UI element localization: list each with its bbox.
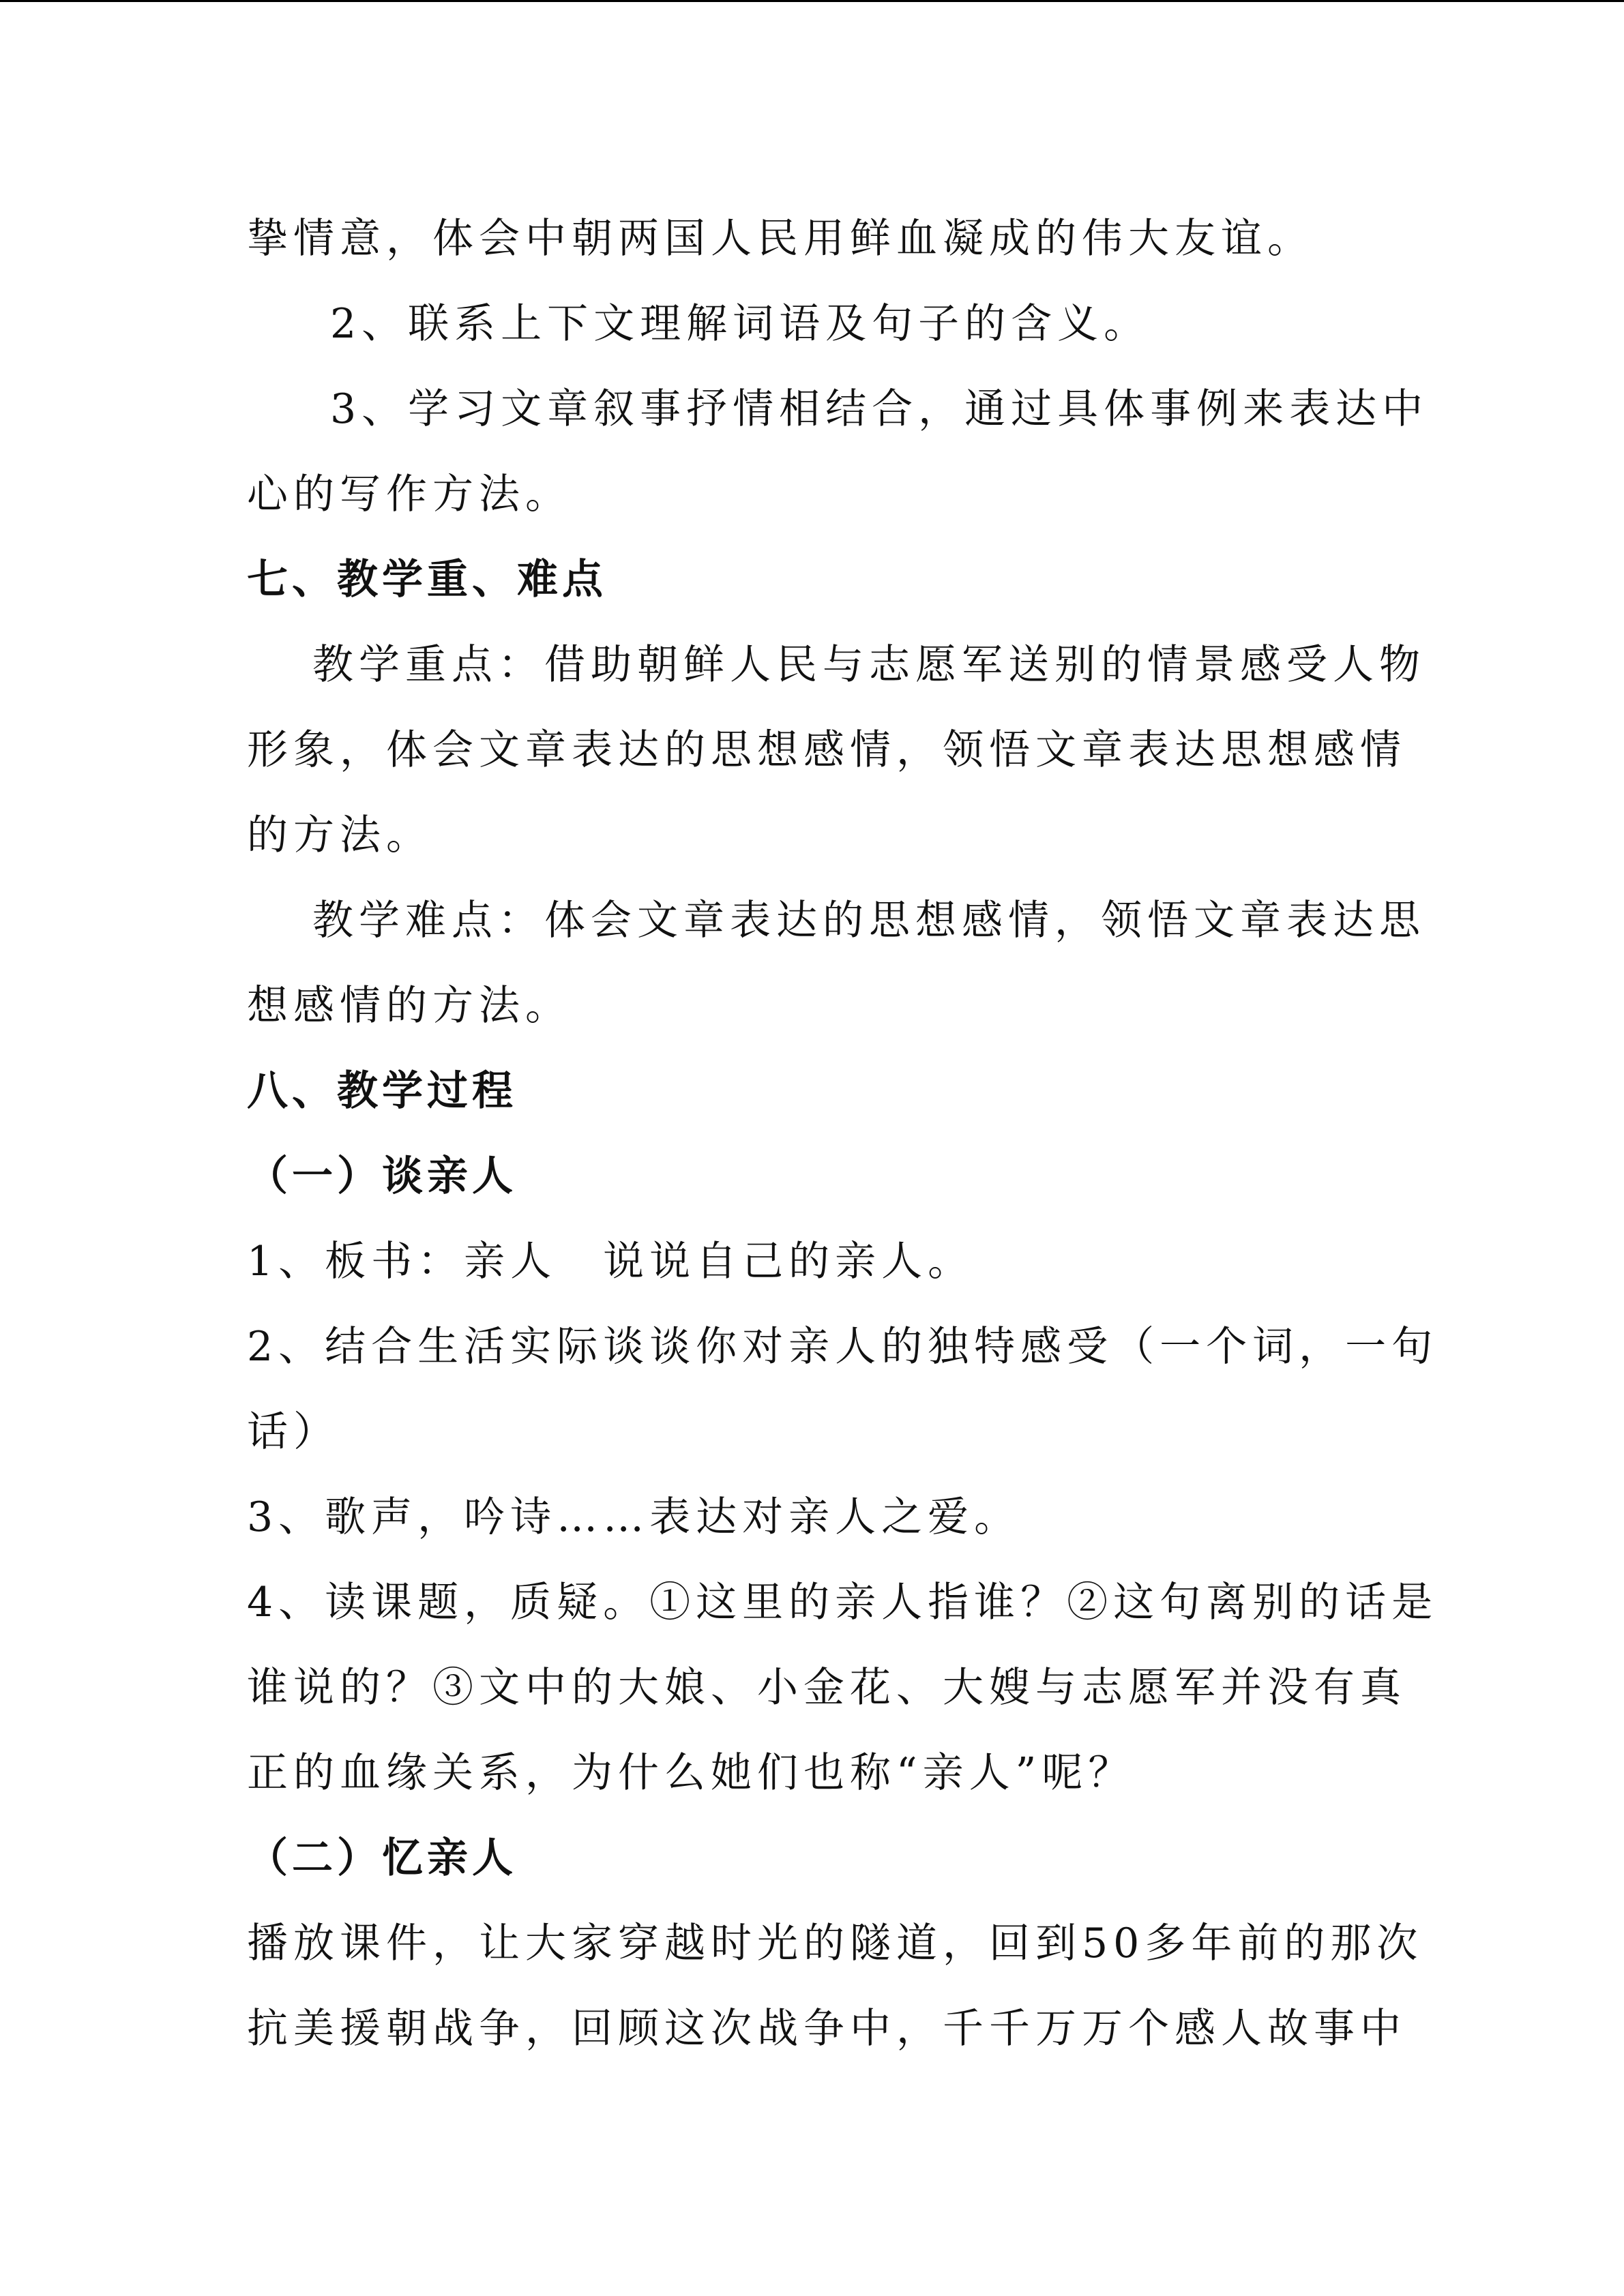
sub-heading-2: （二）忆亲人 [247, 1834, 517, 1882]
paragraph-line: 心的写作方法。 [247, 471, 572, 518]
objective-item-3: 3、学习文章叙事抒情相结合，通过具体事例来表达中 [330, 385, 1429, 433]
list-item: 3、歌声，吟诗……表达对亲人之爱。 [247, 1493, 1021, 1541]
key-point-paragraph: 教学重点：借助朝鲜人民与志愿军送别的情景感受人物 [312, 641, 1426, 689]
paragraph-line: 谁说的？③文中的大娘、小金花、大嫂与志愿军并没有真 [247, 1664, 1406, 1712]
list-item: 1、板书：亲人 说说自己的亲人。 [247, 1238, 975, 1285]
paragraph-line: 形象，体会文章表达的思想感情，领悟文章表达思想感情 [247, 726, 1406, 774]
paragraph-line: 抗美援朝战争，回顾这次战争中，千千万万个感人故事中 [247, 2005, 1406, 2053]
paragraph-line: 的方法。 [247, 811, 432, 859]
list-item: 4、读课题，质疑。①这里的亲人指谁？②这句离别的话是 [247, 1579, 1438, 1626]
difficult-point-paragraph: 教学难点：体会文章表达的思想感情，领悟文章表达思 [312, 897, 1426, 944]
sub-heading-1: （一）谈亲人 [247, 1152, 517, 1200]
paragraph-line: 正的血缘关系，为什么她们也称“亲人”呢？ [247, 1749, 1135, 1797]
paragraph-line: 挚情意，体会中朝两国人民用鲜血凝成的伟大友谊。 [247, 215, 1314, 263]
list-item: 2、结合生活实际谈谈你对亲人的独特感受（一个词，一句 [247, 1323, 1438, 1371]
paragraph-line: 想感情的方法。 [247, 982, 572, 1030]
objective-item-2: 2、联系上下文理解词语及句子的含义。 [330, 300, 1151, 348]
section-heading-7: 七、教学重、难点 [247, 556, 607, 603]
section-heading-8: 八、教学过程 [247, 1067, 517, 1115]
paragraph-line: 播放课件，让大家穿越时光的隧道，回到50多年前的那次 [247, 1920, 1423, 1967]
paragraph-line: 话） [247, 1408, 340, 1456]
